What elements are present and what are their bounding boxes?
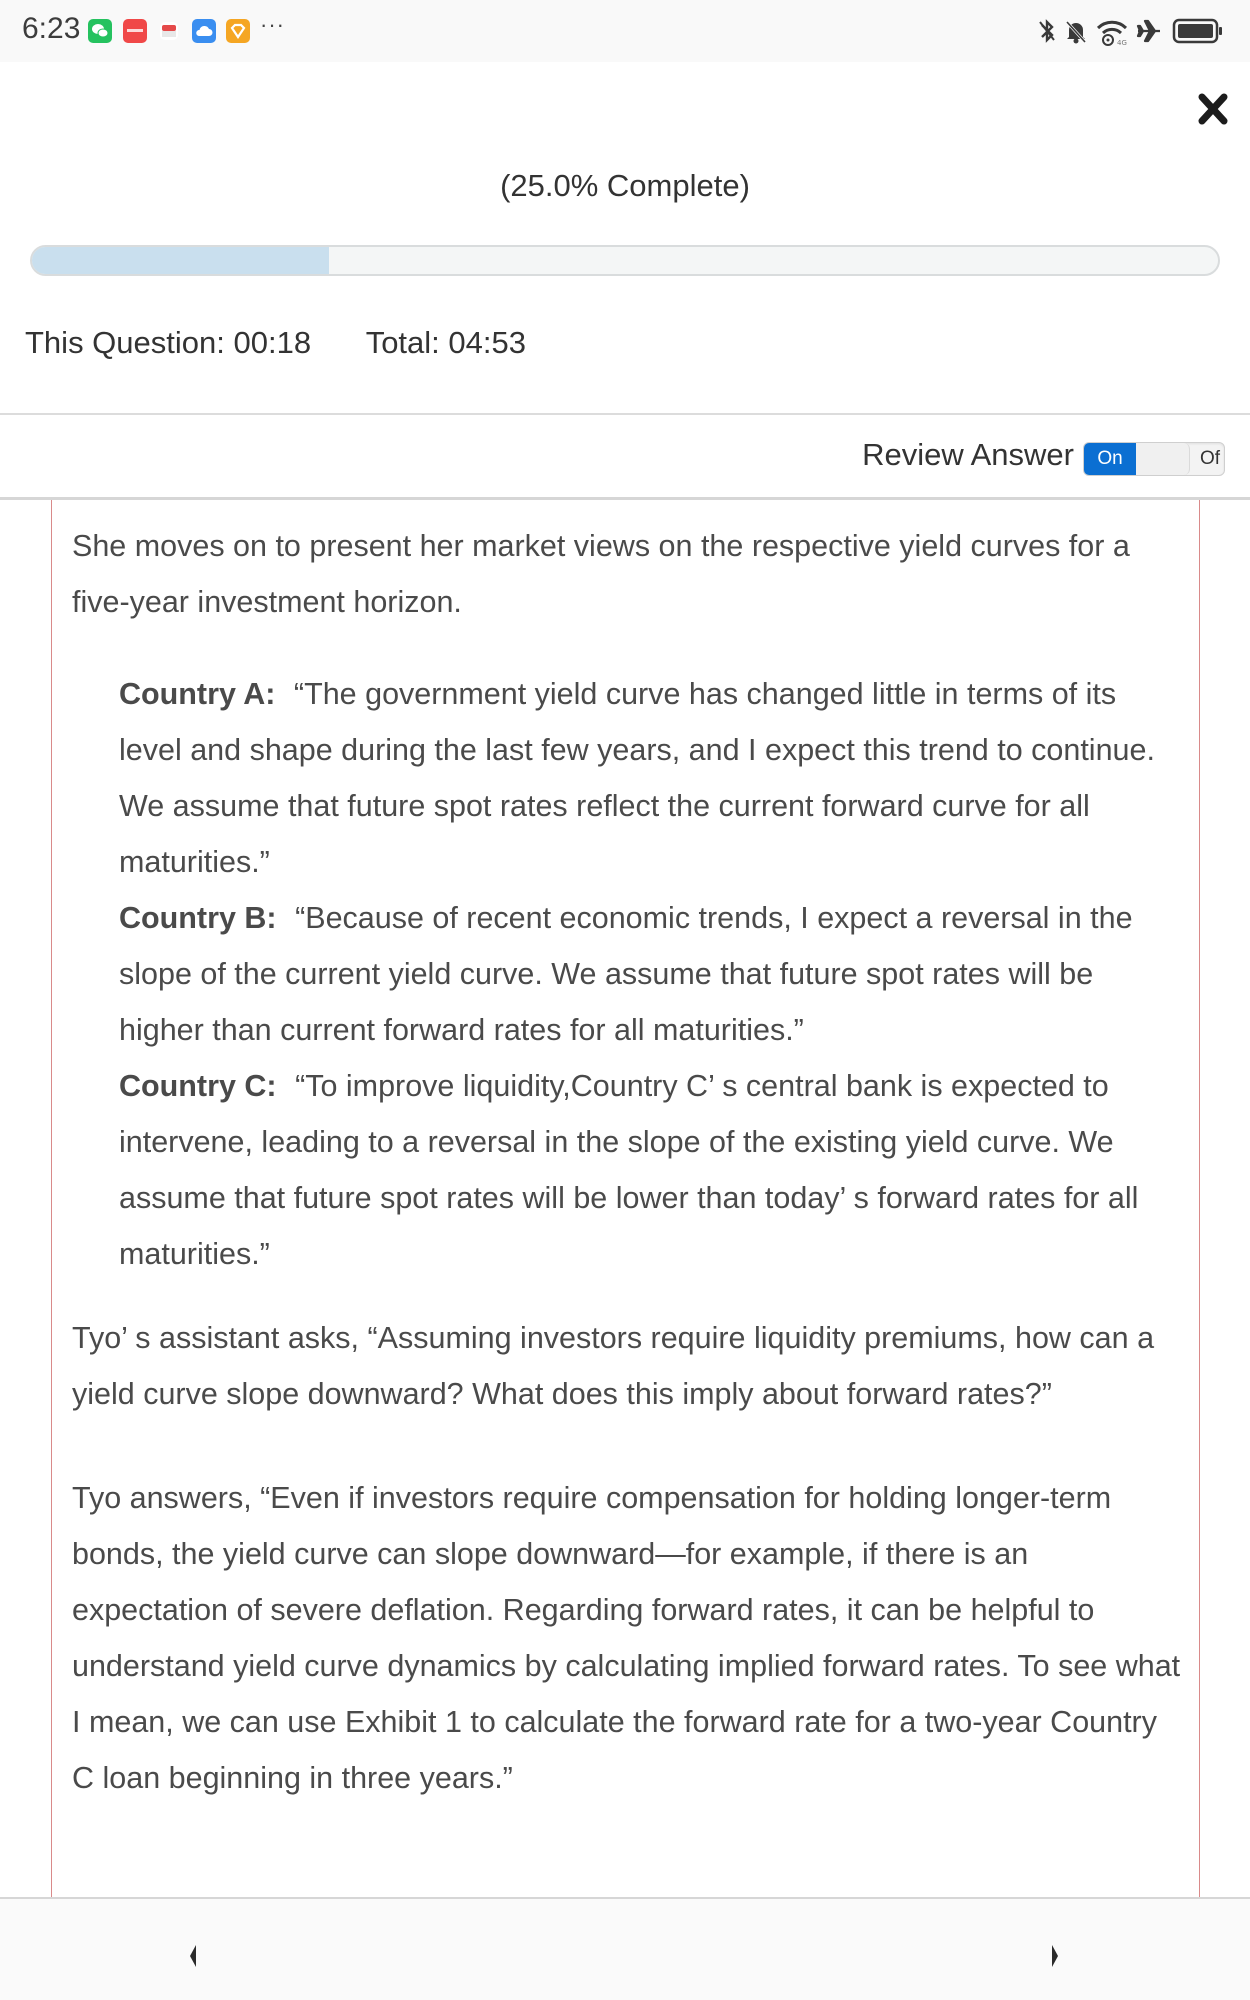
svg-text:4G: 4G <box>1117 39 1127 46</box>
question-timer: This Question: 00:18 <box>25 325 312 360</box>
country-b-view <box>119 890 1182 1058</box>
toggle-knob[interactable] <box>1136 443 1190 475</box>
tyo-answer-paragraph: Tyo answers, “Even if investors require compensation for holding longer-term bonds, the yield curve can slope downward—for example, if there is an expectation of severe deflation. Regarding forward rates, it can be helpful to understand yield curve dynamics by calculating implied forward rates. To see what I mean, we can use Exhibit 1 to calculate the forward rate for a two-year Country C loan beginning in three years.” <box>72 1481 1181 1795</box>
calendar-icon <box>160 22 178 40</box>
country-a-label: Country A: <box>119 677 276 711</box>
country-c-text: “To improve liquidity,Country C’ s central bank is expected to intervene, leading to a reversal in the slope of the existing yield curve. We assume that future spot rates will be lower than today’ s forward rates for all maturities.” <box>119 1069 1139 1271</box>
status-bar <box>0 0 1250 62</box>
assistant-question-paragraph: Tyo’ s assistant asks, “Assuming investors require liquidity premiums, how can a yield curve slope downward? What does this imply about forward rates?” <box>72 1321 1155 1411</box>
bluetooth-off-icon <box>1038 16 1056 46</box>
toggle-on-label: On <box>1084 443 1136 475</box>
country-a-view <box>119 666 1182 890</box>
review-answer-row <box>0 415 1250 497</box>
airplane-icon <box>1136 16 1162 46</box>
review-answer-label: Review Answer <box>862 437 1074 472</box>
progress-bar-fill <box>32 247 329 274</box>
timers <box>25 325 526 361</box>
wechat-icon <box>88 19 112 43</box>
cloud-icon <box>192 19 216 43</box>
country-c-label: Country C: <box>119 1069 277 1103</box>
total-timer: Total: 04:53 <box>365 325 526 360</box>
chevron-right-icon <box>1040 1941 1070 1971</box>
bottom-navigation <box>0 1897 1250 2000</box>
close-icon <box>1196 92 1230 126</box>
mute-icon <box>1064 16 1088 46</box>
more-notifications-indicator: ··· <box>260 12 285 37</box>
review-answer-toggle[interactable] <box>1083 442 1225 476</box>
close-button[interactable] <box>1196 92 1230 126</box>
question-text <box>72 518 1182 1806</box>
favorites-icon <box>226 19 250 43</box>
country-c-view <box>119 1058 1182 1282</box>
status-time: 6:23 <box>22 12 81 45</box>
question-content-panel <box>51 500 1200 1898</box>
previous-button[interactable] <box>180 1941 210 1971</box>
red-app-icon <box>123 19 147 43</box>
toggle-off-label: Of <box>1200 448 1221 469</box>
progress-text: (25.0% Complete) <box>500 168 750 203</box>
country-b-text: “Because of recent economic trends, I expect a reversal in the slope of the current yield curve. We assume that future spot rates will be higher than current forward rates for all maturities.” <box>119 901 1133 1047</box>
intro-paragraph: She moves on to present her market views on the respective yield curves for a five-year investment horizon. <box>72 529 1130 619</box>
battery-icon <box>1172 16 1224 46</box>
wifi-icon <box>1095 16 1129 46</box>
chevron-left-icon <box>180 1941 210 1971</box>
country-b-label: Country B: <box>119 901 277 935</box>
country-a-text: “The government yield curve has changed little in terms of its level and shape during the last few years, and I expect this trend to continue. We assume that future spot rates reflect the current forward curve for all maturities.” <box>119 677 1155 879</box>
progress-bar <box>30 245 1220 276</box>
next-button[interactable] <box>1040 1941 1070 1971</box>
country-views <box>72 666 1182 1282</box>
